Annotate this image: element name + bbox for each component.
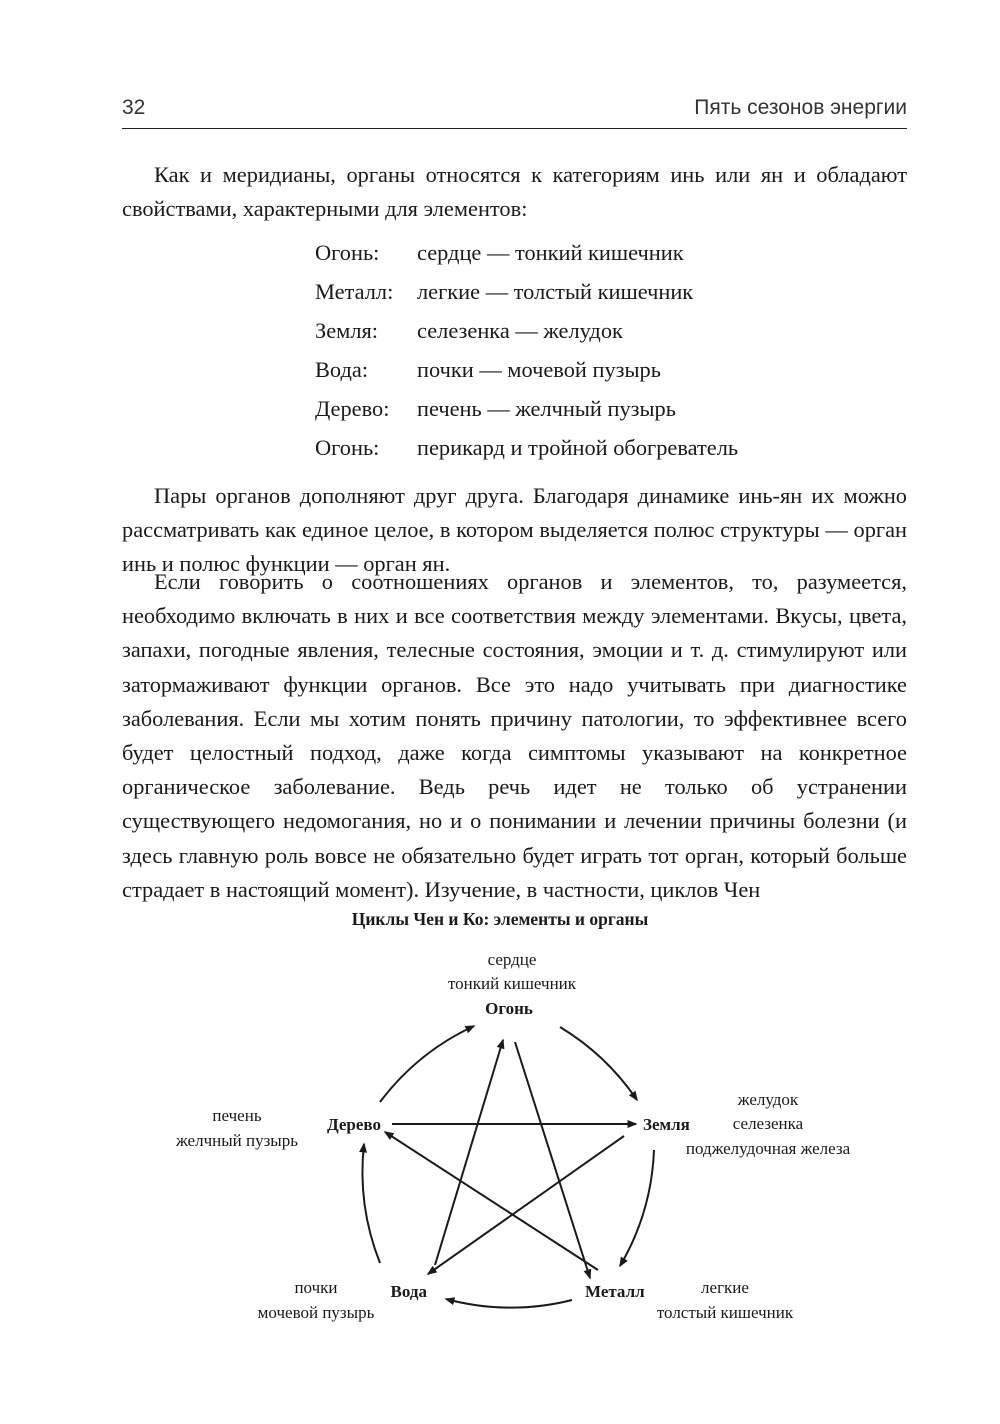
paragraph-relationships: Если говорить о соотношениях органов и элементов, то, разумеется, необходимо включать в них и все соответствия между элементами. Вкусы, цвета, запахи, погодные явления, телесные состояния, эмоции и т. д. стимулируют или затормаживают функции органов. Все это надо учитывать при диагностике заболевания. Если мы хотим понять причину патологии, то эффективнее всего будет целостный подход, даже когда симптомы указывают на конкретное органическое заболевание. Ведь речь идет не только об устранении существующего недомогания, но и о понимании и лечении причины болезни (и здесь главную роль вовсе не обязательно будет играть тот орган, который больше страдает в настоящий момент). Изучение, в частности, циклов Чен (122, 569, 907, 902)
earth-organ-2: селезенка (732, 1114, 804, 1133)
water-organ-2: мочевой пузырь (257, 1303, 375, 1322)
organ-list-element: Земля: (315, 318, 379, 343)
cycle-arc-fire-earth (560, 1027, 637, 1100)
ko-line-water-fire (435, 1040, 503, 1265)
ko-line-metal-wood (385, 1132, 598, 1270)
ko-line-earth-water (428, 1136, 624, 1274)
organ-list-organs: селезенка — желудок (417, 318, 623, 343)
cycle-arc-earth-metal (620, 1150, 654, 1266)
paragraph-intro: Как и меридианы, органы относятся к категориям инь или ян и обладают свойствами, характерными для элементов: (122, 162, 907, 222)
organ-list-organs: легкие — толстый кишечник (417, 279, 694, 304)
node-fire: Огонь (485, 999, 533, 1018)
node-wood: Дерево (326, 1115, 381, 1134)
organ-list-element: Огонь: (315, 435, 380, 460)
running-title: Пять сезонов энергии (694, 96, 907, 119)
paragraph-organ-pairs: Пары органов дополняют друг друга. Благодаря динамике инь-ян их можно рассматривать как единое целое, в котором выделяется полюс структуры — орган инь и полюс функции — орган ян. (122, 483, 907, 577)
metal-organ-2: толстый кишечник (656, 1303, 794, 1322)
organ-list-item (315, 272, 835, 311)
organ-list-organs: перикард и тройной обогреватель (417, 435, 739, 460)
organ-list-item (315, 389, 835, 428)
organ-list-item (315, 233, 835, 272)
node-earth: Земля (643, 1115, 690, 1134)
earth-organ-1: желудок (737, 1090, 799, 1109)
organ-list-element: Вода: (315, 357, 369, 382)
diagram-title: Циклы Чен и Ко: элементы и органы (351, 909, 649, 929)
cycle-arc-wood-fire (380, 1026, 474, 1102)
wood-organ-1: печень (212, 1106, 262, 1125)
organ-list (315, 233, 835, 467)
page-header (122, 94, 907, 129)
node-water: Вода (390, 1282, 427, 1301)
organ-list-organs: печень — желчный пузырь (417, 396, 676, 421)
organ-list-element: Дерево: (315, 396, 390, 421)
cycle-arc-water-wood (362, 1144, 380, 1263)
ko-line-fire-metal (515, 1042, 590, 1278)
organ-list-item (315, 428, 835, 467)
fire-organ-1: сердце (487, 950, 537, 969)
fire-organ-2: тонкий кишечник (447, 974, 577, 993)
organ-list-organs: почки — мочевой пузырь (417, 357, 661, 382)
page-number: 32 (122, 96, 146, 119)
node-metal: Металл (585, 1282, 645, 1301)
metal-organ-1: легкие (701, 1278, 749, 1297)
cycle-arc-metal-water (446, 1299, 572, 1308)
organ-list-organs: сердце — тонкий кишечник (417, 240, 684, 265)
organ-list-element: Металл: (315, 279, 394, 304)
earth-organ-3: поджелудочная железа (685, 1139, 851, 1158)
wood-organ-2: желчный пузырь (176, 1131, 298, 1150)
organ-list-item (315, 311, 835, 350)
organ-list-item (315, 350, 835, 389)
water-organ-1: почки (294, 1278, 338, 1297)
organ-list-element: Огонь: (315, 240, 380, 265)
